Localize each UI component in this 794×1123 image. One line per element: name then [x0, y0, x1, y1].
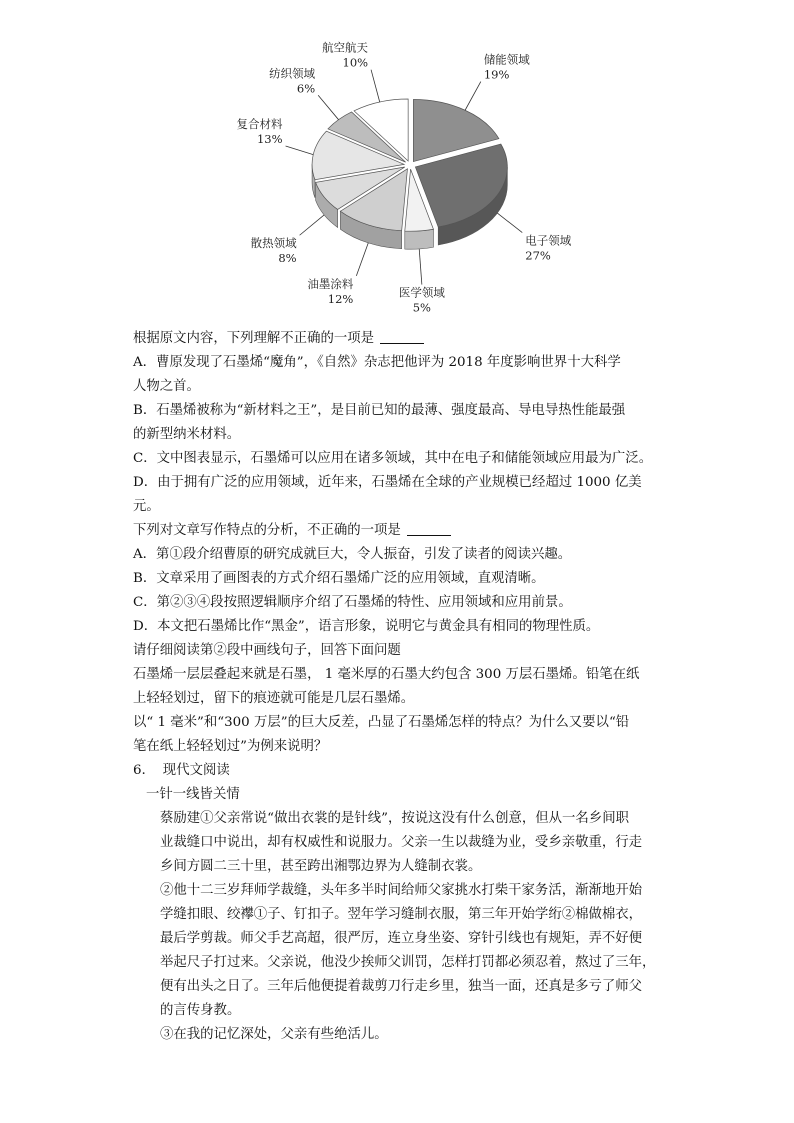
slice-label: 油墨涂料	[307, 276, 354, 291]
slice-label: 散热领域	[250, 236, 297, 251]
article-line: 学缝扣眼、绞襻①子、钉扣子。翌年学习缝制衣服，第三年开始学绗②棉做棉衣，	[160, 907, 643, 922]
slice-label: 储能领域	[483, 52, 530, 67]
option-line: C．第②③④段按照逻辑顺序介绍了石墨烯的特性、应用领域和应用前景。	[133, 595, 572, 610]
article-line: ③在我的记忆深处，父亲有些绝活儿。	[160, 1027, 388, 1042]
pie-slice-side	[405, 229, 434, 249]
slice-label: 电子领域	[525, 233, 572, 248]
question-2-text: 下列对文章写作特点的分析，不正确的一项是	[133, 523, 401, 538]
question-3-line: 上轻轻划过，留下的痕迹就可能是几层石墨烯。	[133, 691, 415, 706]
option-line: 人物之首。	[133, 379, 200, 394]
option-line: D．本文把石墨烯比作“黑金”，语言形象，说明它与黄金具有相同的物理性质。	[133, 619, 600, 634]
answer-blank	[380, 329, 424, 344]
article-line: 乡间方圆二三十里，甚至跨出湘鄂边界为人缝制衣裳。	[160, 859, 482, 874]
slice-percent: 13%	[256, 131, 283, 146]
leader-line	[465, 82, 481, 111]
option-line: B．石墨烯被称为“新材料之王”，是目前已知的最薄、强度最高、导电导热性能最强	[133, 403, 626, 418]
article-line: 最后学剪裁。师父手艺高超，很严厉，连立身坐姿、穿针引线也有规矩，弄不好便	[160, 931, 643, 946]
option-line: 元。	[133, 499, 160, 514]
slice-percent: 10%	[342, 55, 369, 70]
option-line: B．文章采用了画图表的方式介绍石墨烯广泛的应用领域，直观清晰。	[133, 571, 545, 586]
article-line: 举起尺子打过来。父亲说，他没少挨师父训罚，怎样打罚都必须忍着，熬过了三年，	[160, 955, 656, 970]
slice-percent: 6%	[296, 81, 316, 96]
option-line: D．由于拥有广泛的应用领域，近年来，石墨烯在全球的产业规模已经超过 1000 亿美	[133, 475, 642, 490]
slice-label: 复合材料	[236, 116, 283, 131]
leader-line	[371, 70, 380, 102]
leader-line	[300, 215, 325, 235]
leader-line	[497, 213, 522, 233]
question-3-line: 笔在纸上轻轻划过”为例来说明？	[133, 739, 328, 754]
section-heading: 6. 现代文阅读	[133, 763, 230, 778]
slice-percent: 5%	[412, 300, 431, 315]
question-3-line: 石墨烯一层层叠起来就是石墨， 1 毫米厚的石墨大约包含 300 万层石墨烯。铅笔在纸	[133, 667, 640, 682]
question-1-text: 根据原文内容，下列理解不正确的一项是	[133, 331, 375, 346]
question-1-stem	[133, 327, 678, 351]
pie-chart-svg	[230, 40, 572, 315]
leader-line	[419, 249, 422, 285]
pie-chart	[230, 40, 572, 315]
question-2-stem	[133, 519, 678, 543]
article-line: 业裁缝口中说出，却有权威性和说服力。父亲一生以裁缝为业，受乡亲敬重，行走	[160, 835, 643, 850]
option-line: A．第①段介绍曹原的研究成就巨大，令人振奋，引发了读者的阅读兴趣。	[133, 547, 572, 562]
option-line: C．文中图表显示，石墨烯可以应用在诸多领域，其中在电子和储能领域应用最为广泛。	[133, 451, 653, 466]
slice-label: 纺织领域	[269, 66, 316, 81]
slice-label: 医学领域	[398, 285, 445, 300]
article-line: 的言传身教。	[160, 1003, 241, 1018]
slice-percent: 27%	[525, 248, 551, 263]
question-3-line: 请仔细阅读第②段中画线句子，回答下面问题	[133, 643, 401, 658]
slice-percent: 12%	[327, 291, 354, 306]
option-line: A．曹原发现了石墨烯“魔角”，《自然》杂志把他评为 2018 年度影响世界十大科学	[133, 355, 621, 370]
slice-percent: 19%	[483, 67, 510, 82]
leader-line	[318, 95, 338, 119]
slice-label: 航空航天	[322, 40, 369, 55]
answer-blank	[407, 521, 451, 536]
article-title: 一针一线皆关情	[146, 787, 240, 802]
leader-line	[356, 243, 368, 276]
leader-line	[286, 146, 314, 155]
article-line: 蔡励建①父亲常说“做出衣裳的是针线”，按说这没有什么创意，但从一名乡间职	[160, 811, 629, 826]
article-line: ②他十二三岁拜师学裁缝，头年多半时间给师父家挑水打柴干家务活，渐渐地开始	[160, 883, 643, 898]
slice-percent: 8%	[278, 251, 297, 266]
option-line: 的新型纳米材料。	[133, 427, 241, 442]
article-line: 便有出头之日了。三年后他便提着裁剪刀行走乡里，独当一面，还真是多亏了师父	[160, 979, 643, 994]
question-block-1	[133, 327, 678, 1047]
question-3-line: 以“ 1 毫米”和“300 万层”的巨大反差，凸显了石墨烯怎样的特点？为什么又要以“铅	[133, 715, 630, 730]
